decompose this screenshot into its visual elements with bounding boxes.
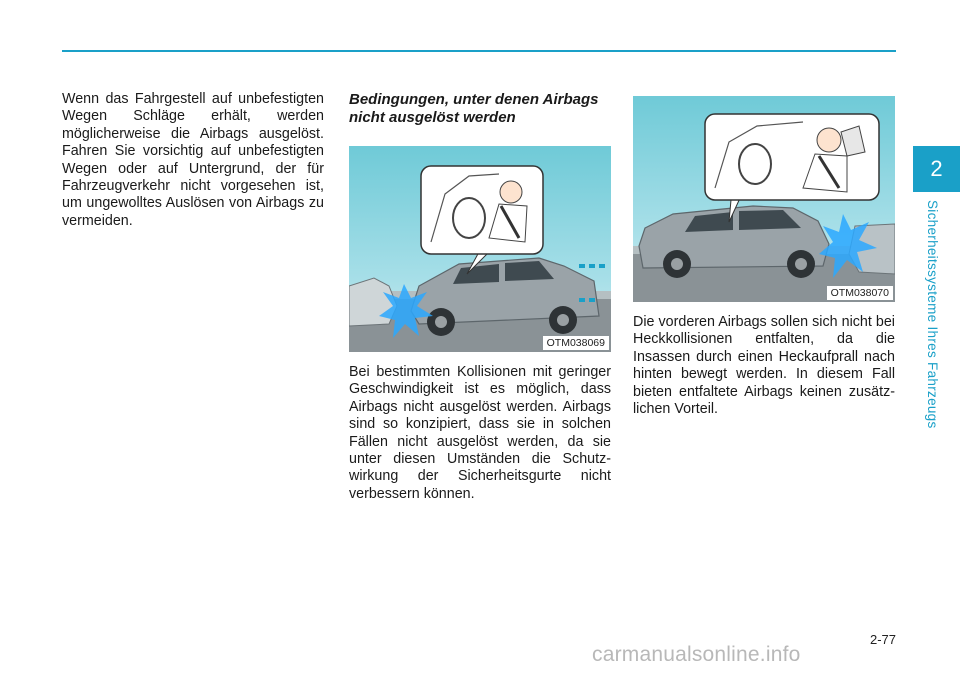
chapter-title: Sicherheitssysteme Ihres Fahrzeugs [925, 200, 940, 429]
rear-collision-illustration [633, 96, 895, 302]
watermark: carmanualsonline.info [592, 643, 801, 666]
figure-front-collision [349, 146, 611, 352]
paragraph-rough-road: Wenn das Fahrgestell auf unbefestigten Wegen Schläge erhält, werden möglicherweise die Airbags ausgelöst. Fahren Sie vorsichtig auf unbefestigten Wegen oder auf Untergrund, der für Fahrzeugverkehr nicht vorgesehen ist, um ungewolltes Auslösen von Airbags zu vermeiden. [62, 91, 324, 229]
page-number: 2-77 [869, 632, 896, 647]
column-2 [349, 91, 611, 503]
column-3 [633, 96, 895, 418]
paragraph-low-speed: Bei bestimmten Kollisionen mit geringer Geschwindigkeit ist es möglich, dass Airbags nicht ausgelöst werden. Airbags sind so konzipiert, dass sie in solchen Fällen nicht ausgelöst werden, da sie unter diesen Umständen die Schutzwirkung der Sicherheitsgurte nicht verbessern können. [349, 364, 611, 502]
figure-caption: OTM038069 [543, 336, 609, 350]
chapter-number-tab: 2 [913, 146, 960, 192]
figure-rear-collision [633, 96, 895, 302]
column-1 [62, 91, 324, 230]
section-heading: Bedingungen, unter denen Airbags nicht ausgelöst werden [349, 91, 599, 126]
front-collision-illustration [349, 146, 611, 352]
figure-caption: OTM038070 [827, 286, 893, 300]
paragraph-rear-impact: Die vorderen Airbags sollen sich nicht bei Heckkollisionen entfalten, da die Insassen durch einen Heckaufprall nach hinten bewegt werden. In diesem Fall bieten entfaltete Airbags keinen zusätzlichen Vorteil. [633, 314, 895, 418]
top-rule [62, 50, 896, 52]
